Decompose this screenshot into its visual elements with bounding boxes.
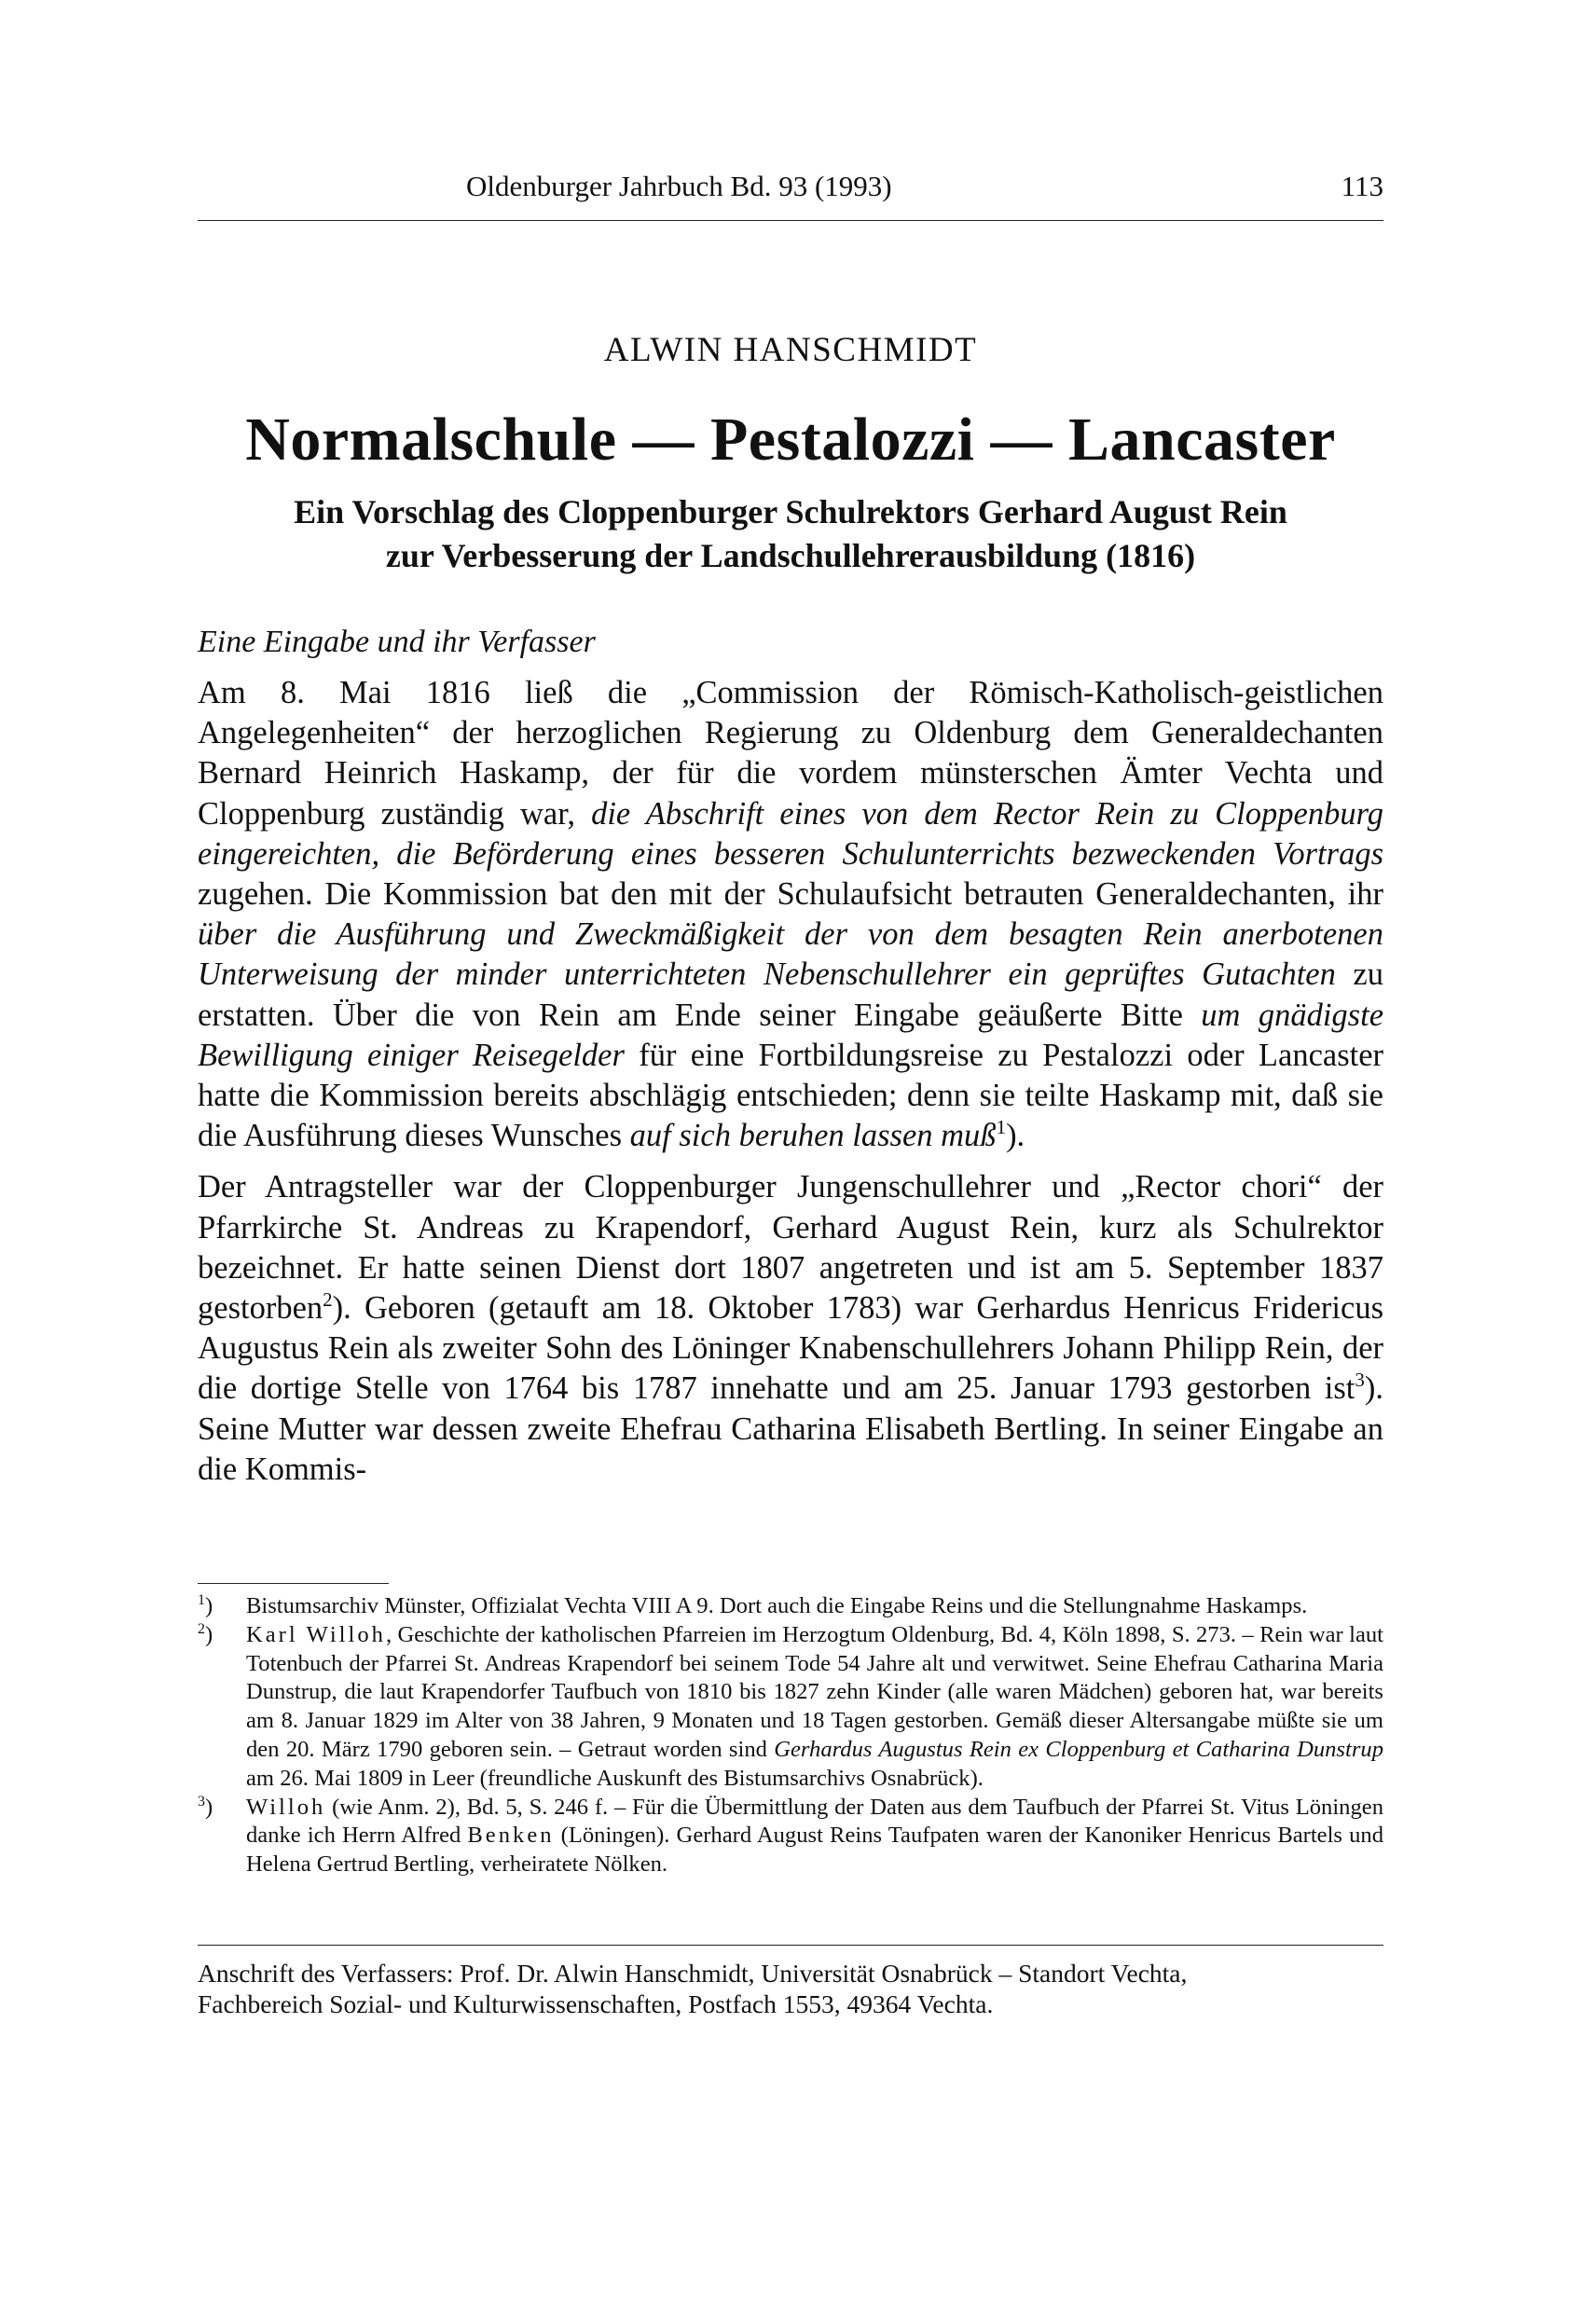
page-number: 113	[1341, 170, 1383, 202]
footnote-text: (wie Anm. 2), Bd. 5, S. 246 f. – Für die Übermittlung der Daten aus dem Taufbuch der Pfarrei St. Vitus Löningen danke ich Herrn Alfred	[246, 1794, 1383, 1849]
p1-quote-1: die Abschrift eines von dem Rector Rein zu Cloppenburg eingereichten, die Beförderung eines besseren Schulunterrichts bezweckenden Vortrags	[198, 795, 1383, 872]
article-author: ALWIN HANSCHMIDT	[603, 331, 978, 369]
cited-person: Benken	[467, 1823, 555, 1849]
footnote-rule	[198, 1583, 389, 1584]
footnote-number: $^2$)	[198, 1620, 213, 1647]
journal-title: Oldenburger Jahrbuch Bd. 93 (1993)	[466, 170, 892, 202]
p1-text-1: Am 8. Mai 1816 ließ die „Commission der Römisch-Katholisch-geistlichen Angelegenheiten“ der herzoglichen Regierung zu Oldenburg dem Generaldechanten Bernard Heinrich Haskamp, der für die vordem münsterschen Ämter Vechta und Cloppenburg zuständig war,	[198, 675, 1383, 832]
footnote-1	[198, 1592, 1383, 1621]
body-text	[198, 673, 1383, 1501]
section-heading: Eine Eingabe und ihr Verfasser	[198, 625, 596, 659]
footnotes	[198, 1592, 1383, 1879]
article-title: Normalschule — Pestalozzi — Lancaster	[245, 406, 1336, 474]
address-rule	[198, 1945, 1383, 1946]
author-address	[198, 1958, 1383, 2019]
p1-quote-4: auf sich beruhen lassen muß	[629, 1118, 997, 1154]
paragraph-2	[198, 1167, 1383, 1490]
footnote-text: Bistumsarchiv Münster, Offizialat Vechta VIII A 9. Dort auch die Eingabe Reins und die Stellungnahme Haskamps.	[246, 1593, 1308, 1618]
p1-quote-2: über die Ausführung und Zweckmäßigkeit der von dem besagten Rein anerbotenen Unterweisung der minder unterrichteten Nebenschullehrer ein geprüftes Gutachten	[198, 916, 1383, 993]
footnote-2	[198, 1621, 1383, 1794]
cited-author: Karl Willoh	[246, 1621, 386, 1647]
subtitle-line-2: zur Verbesserung der Landschullehrerausbildung (1816)	[385, 537, 1196, 574]
footnote-number: $^3$)	[198, 1793, 213, 1820]
p2-text-2: ). Geboren (getauft am 18. Oktober 1783) war Gerhardus Henricus Fridericus Augustus Rein als zweiter Sohn des Löninger Knabenschullehrers Johann Philipp Rein, der die dortige Stelle von 1764 bis 1787 innehatte und am 25. Januar 1793 gestorben ist	[198, 1290, 1383, 1407]
p1-text-5: ).	[1006, 1118, 1025, 1154]
p1-text-4: für eine Fortbildungsreise zu Pestalozzi oder Lancaster hatte die Kommission bereits abschlägig entschieden; denn sie teilte Haskamp mit, daß sie die Ausführung dieses Wunsches	[198, 1037, 1384, 1154]
paragraph-1	[198, 673, 1383, 1156]
article-subtitle	[198, 490, 1383, 578]
cited-author: Willoh	[246, 1794, 326, 1820]
p2-text-3: ). Seine Mutter war dessen zweite Ehefrau Catharina Elisabeth Bertling. In seiner Eingabe an die Kommis-	[198, 1370, 1383, 1487]
footnote-text: (Löningen). Gerhard August Reins Taufpaten waren der Kanoniker Henricus Bartels und Helena Gertrud Bertling, verheiratete Nölken.	[246, 1823, 1383, 1878]
p1-text-2: zugehen. Die Kommission bat den mit der Schulaufsicht betrauten Generaldechanten, ihr	[198, 876, 1383, 913]
address-line-2: Fachbereich Sozial- und Kulturwissenschaften, Postfach 1553, 49364 Vechta.	[198, 1989, 994, 2018]
address-line-1: Anschrift des Verfassers: Prof. Dr. Alwin Hanschmidt, Universität Osnabrück – Standort Vechta,	[198, 1959, 1188, 1988]
p1-text-3: zu erstatten. Über die von Rein am Ende seiner Eingabe geäußerte Bitte	[198, 956, 1383, 1033]
footnote-number: $^1$)	[198, 1592, 213, 1618]
footnote-text: am 26. Mai 1809 in Leer (freundliche Auskunft des Bistumsarchivs Osnabrück).	[246, 1765, 984, 1791]
p2-text-1: Der Antragsteller war der Cloppenburger Jungenschullehrer und „Rector chori“ der Pfarrkirche St. Andreas zu Krapendorf, Gerhard August Rein, kurz als Schulrektor bezeichnet. Er hatte seinen Dienst dort 1807 angetreten und ist am 5. September 1837 gestorben	[198, 1169, 1383, 1327]
footnote-text: , Geschichte der katholischen Pfarreien im Herzogtum Oldenburg, Bd. 4, Köln 1898, S. 273. – Rein war laut Totenbuch der Pfarrei St. Andreas Krapendorf bei seinem Tode 54 Jahre alt und verwitwet. Seine Ehefrau Catharina Maria Dunstrup, die laut Krapendorfer Taufbuch von 1810 bis 1827 zehn Kinder (alle waren Mädchen) geboren hat, war bereits am 8. Januar 1829 im Alter von 38 Jahren, 9 Monaten und 18 Tagen gestorben. Gemäß dieser Altersangabe müßte sie um den 20. März 1790 geboren sein. – Getraut worden sind	[246, 1621, 1383, 1762]
footnote-3	[198, 1794, 1383, 1879]
subtitle-line-1: Ein Vorschlag des Cloppenburger Schulrektors Gerhard August Rein	[294, 493, 1287, 530]
header-rule	[198, 220, 1383, 221]
footnote-quote: Gerhardus Augustus Rein ex Cloppenburg et Catharina Dunstrup	[774, 1736, 1383, 1762]
footnote-ref-3[interactable]: 3	[1355, 1369, 1365, 1392]
footnote-ref-1[interactable]: 1	[996, 1116, 1007, 1139]
p1-quote-3: um gnädigste Bewilligung einiger Reisegelder	[198, 997, 1384, 1073]
footnote-ref-2[interactable]: 2	[323, 1288, 333, 1312]
